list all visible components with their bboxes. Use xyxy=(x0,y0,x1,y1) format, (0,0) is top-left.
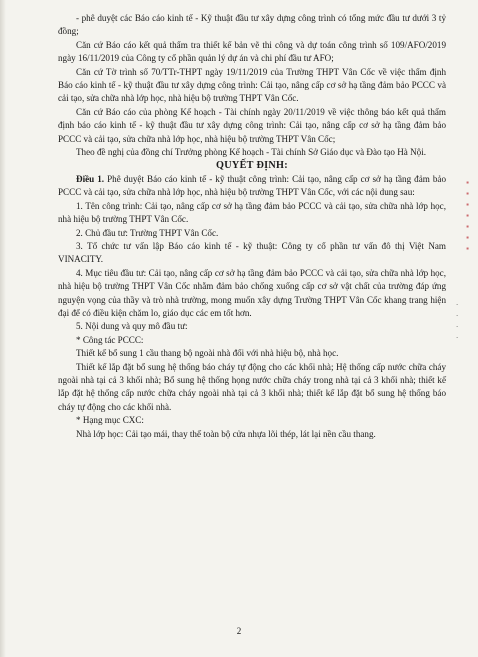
item-cxc-heading: * Hạng mục CXC: xyxy=(76,415,144,426)
item-classroom: Nhà lớp học: Cải tạo mái, thay thế toàn bộ cửa nhựa lõi thép, lát lại nền cầu thang. xyxy=(76,428,376,439)
paragraph-submission: Căn cứ Tờ trình số 70/TTr-THPT ngày 19/11/2019 của Trường THPT Vân Cốc về việc thẩm định Báo cáo kinh tế - kỹ thuật đầu tư xây dựng công trình: Cải tạo, nâng cấp cơ sở hạ tầng đảm bảo PCCC và cải tạo, sửa chữa nhà lớp học, nhà hiệu bộ trường THPT Vân Cốc. xyxy=(58,66,446,104)
margin-stamp: ▪ ▪ ▪ ▪ ▪ ▪ ▪ xyxy=(463,178,472,253)
paragraph-finance-report: Căn cứ Báo cáo của phòng Kế hoạch - Tài chính ngày 20/11/2019 về việc thông báo kết quả thẩm định báo cáo kinh tế - kỹ thuật đầu tư xây dựng công trình: Cải tạo, nâng cấp cơ sở hạ tầng đảm bảo PCCC và cải tạo, sửa chữa nhà lớp học, nhà hiệu bộ trường THPT Vân Cốc; xyxy=(58,106,446,144)
paragraph-audit-report: Căn cứ Báo cáo kết quả thẩm tra thiết kế bản vẽ thi công và dự toán công trình số 109/AFO/2019 ngày 16/11/2019 của Công ty cổ phần quản lý dự án và chi phí đầu tư AFO; xyxy=(58,39,446,64)
paragraph-proposal: Theo đề nghị của đồng chí Trưởng phòng Kế hoạch - Tài chính Sở Giáo dục và Đào tạo Hà Nội. xyxy=(76,147,427,158)
item-pccc-heading: * Công tác PCCC: xyxy=(76,334,144,345)
item-fire-system: Thiết kế lắp đặt bổ sung hệ thống báo cháy tự động cho các khối nhà; Hệ thống cấp nước chữa cháy ngoài nhà tại cả 3 khối nhà; Bổ sung hệ thống họng nước chữa cháy trong nhà tại cả 3 khối nhà; thiết kế lắp đặt hệ thống cấp nước chữa cháy ngoài nhà tại cả 3 khối nhà; thiết kế lắp đặt bổ sung hệ thống báo cháy tự động cho các khối nhà. xyxy=(58,361,446,412)
page-number: 2 xyxy=(236,626,242,636)
item-scope: 5. Nội dung và quy mô đầu tư: xyxy=(76,321,188,332)
scan-edge-shadow xyxy=(0,0,6,657)
item-objective: 4. Mục tiêu đầu tư: Cải tạo, nâng cấp cơ sở hạ tầng đảm bảo PCCC và cải tạo, sửa chữa nhà lớp học, nhà hiệu bộ trường THPT Vân Cốc nhằm đảm bảo chống xuống cấp cơ sở vật chất của trường đáp ứng nguyện vọng của thầy và trò nhà trường, mong muốn xây dựng Trường THPT Vân Cốc khang trang hiện đại để có điều kiện chăm lo, giáo dục các em tốt hơn. xyxy=(58,267,446,318)
item-project-name: 1. Tên công trình: Cải tạo, nâng cấp cơ sở hạ tầng đảm bảo PCCC và cải tạo, sửa chữa nhà lớp học, nhà hiệu bộ trường THPT Vân Cốc. xyxy=(58,200,446,225)
article-1-text: Phê duyệt Báo cáo kinh tế - kỹ thuật công trình: Cải tạo, nâng cấp cơ sở hạ tầng đảm bảo PCCC và cải tạo, sửa chữa nhà lớp học, nhà hiệu bộ trường THPT Vân Cốc, với các nội dung sau: xyxy=(58,173,447,198)
item-consultant: 3. Tổ chức tư vấn lập Báo cáo kinh tế - kỹ thuật: Công ty cổ phần tư vấn đô thị Việt Nam VINACITY. xyxy=(58,240,446,265)
paragraph-approval-scope: - phê duyệt các Báo cáo kinh tế - Kỹ thuật đầu tư xây dựng công trình có tổng mức đầu tư dưới 3 tỷ đồng; xyxy=(58,13,446,37)
item-investor: 2. Chủ đầu tư: Trường THPT Vân Cốc. xyxy=(76,227,219,238)
margin-marks: · · · · xyxy=(456,301,459,342)
item-stair-design: Thiết kế bổ sung 1 cầu thang bộ ngoài nhà đối với nhà hiệu bộ, nhà học. xyxy=(76,348,339,359)
document-body xyxy=(58,12,446,441)
decision-heading: QUYẾT ĐỊNH: xyxy=(216,160,288,172)
article-1-label: Điều 1. xyxy=(76,173,105,184)
article-1 xyxy=(58,173,446,200)
